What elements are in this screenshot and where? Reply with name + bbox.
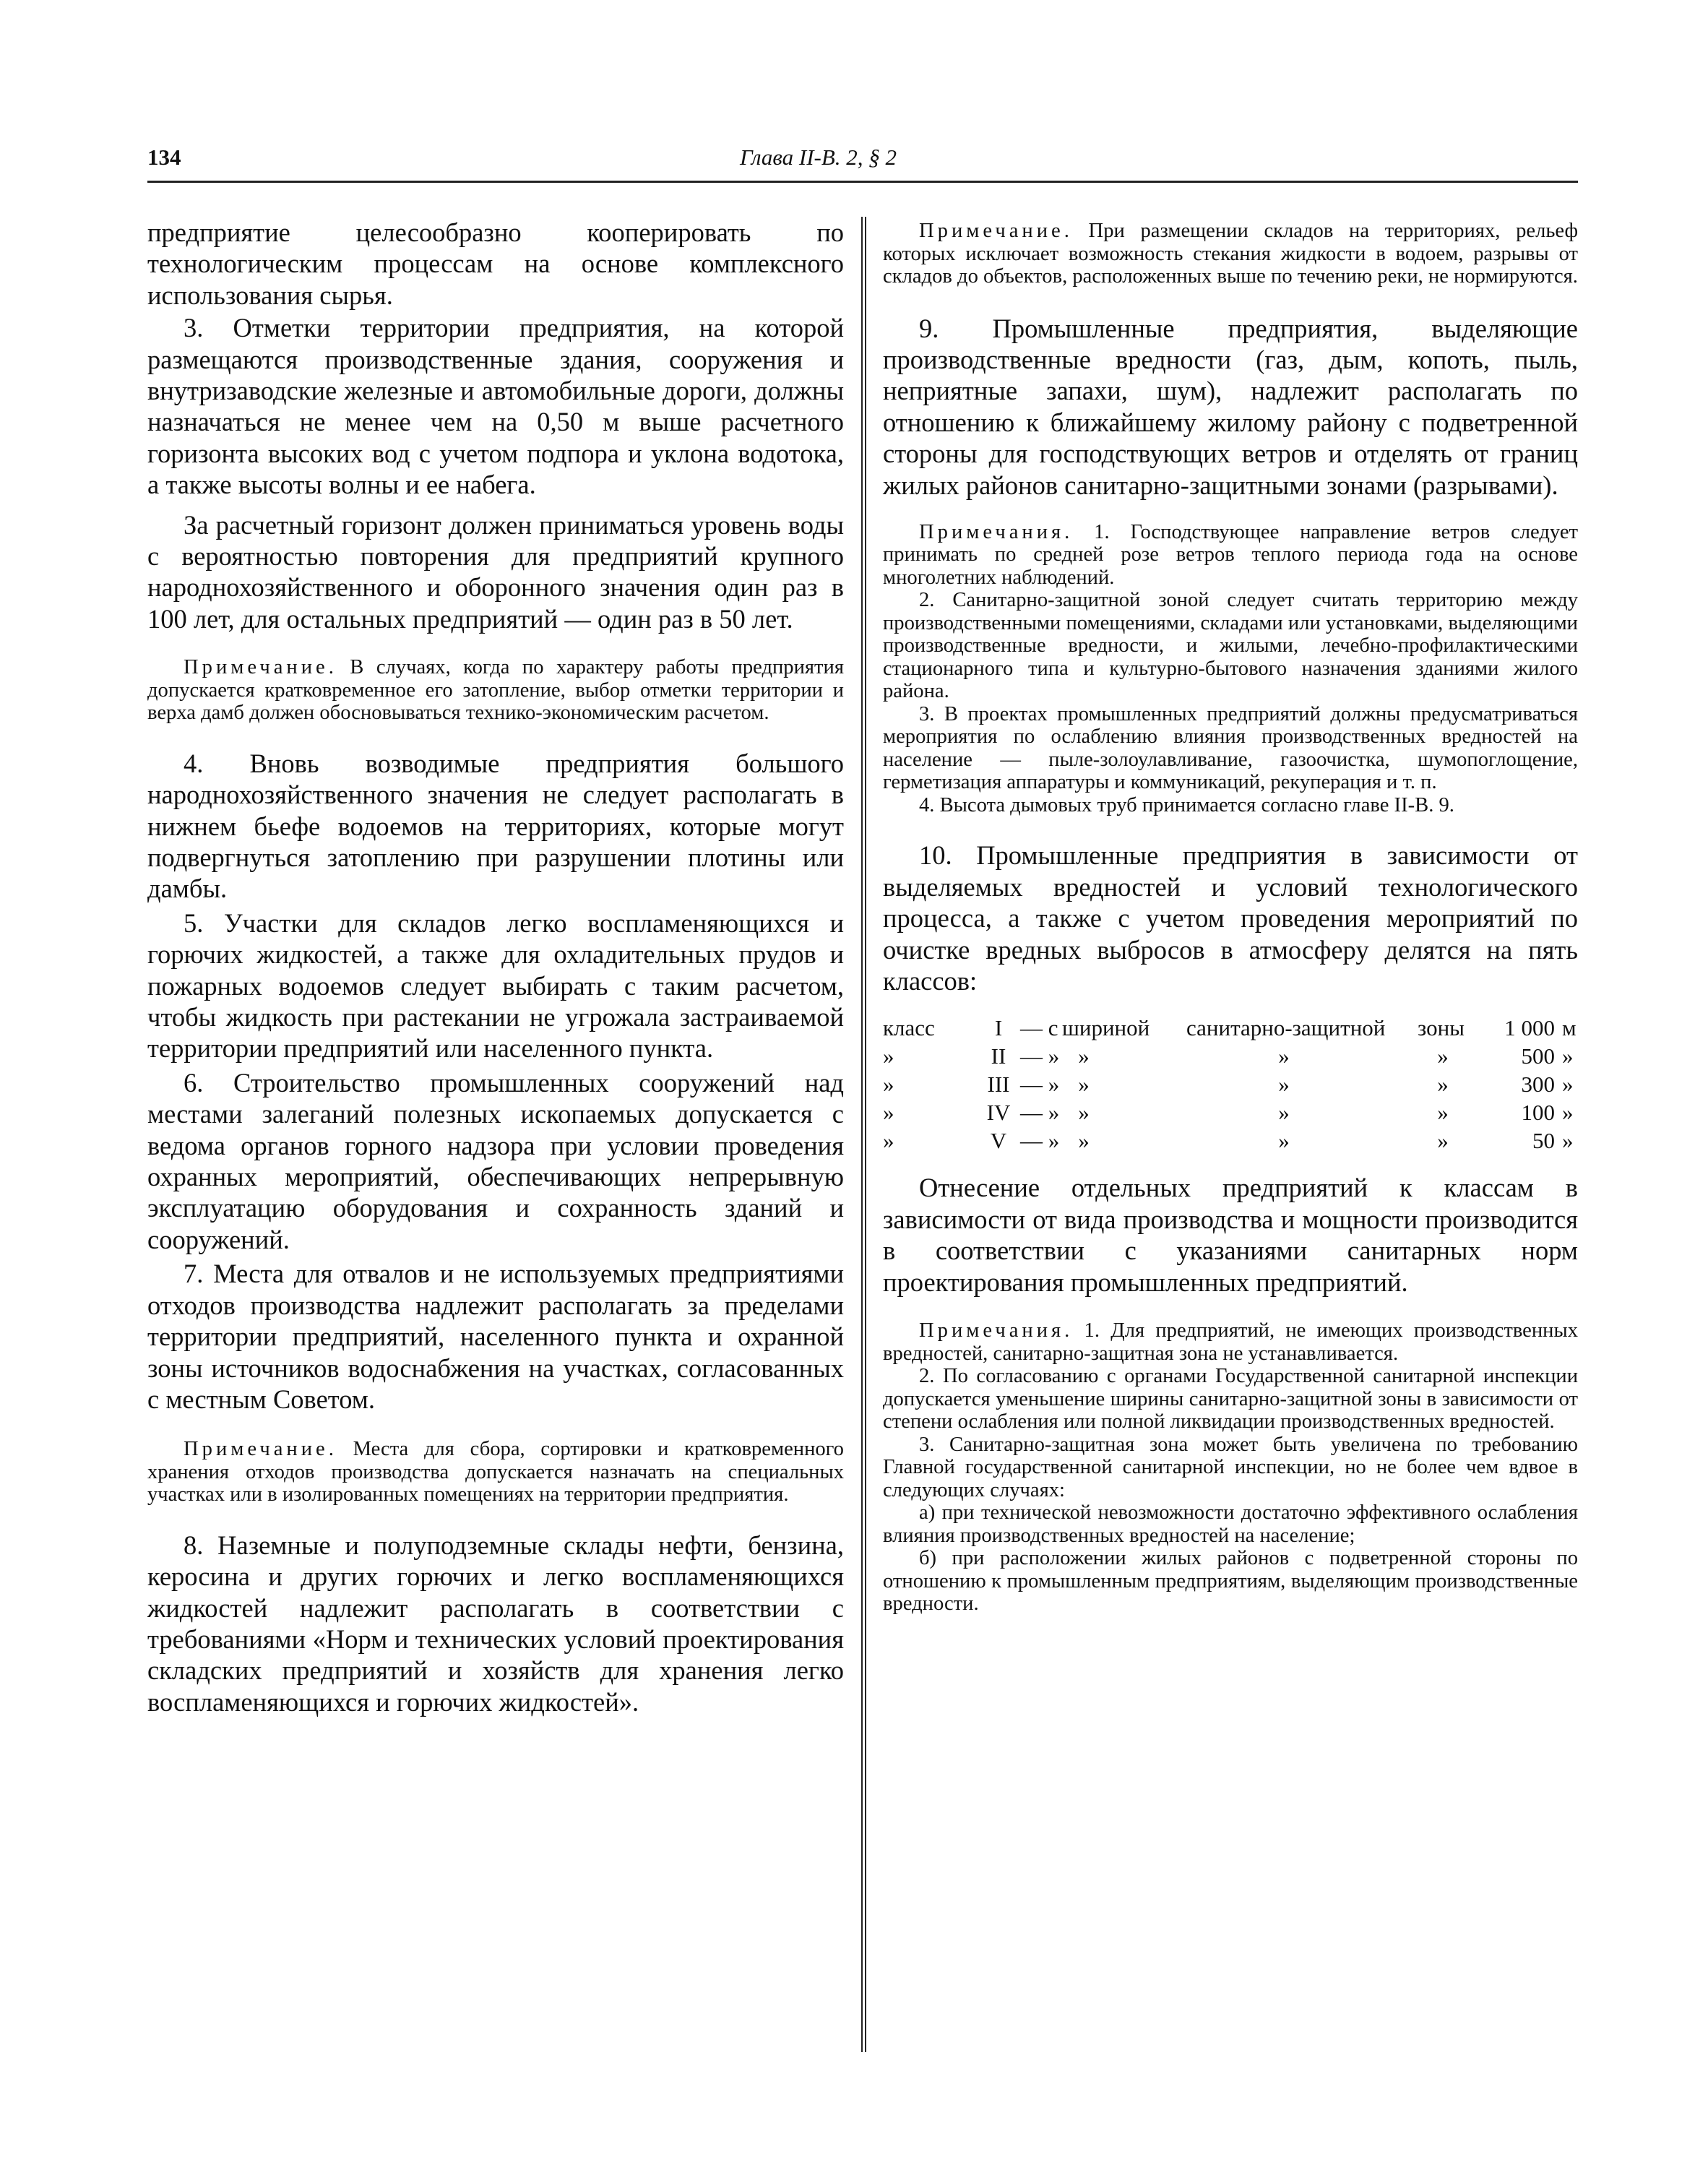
note-5-item-2: 2. По согласованию с органами Государственной санитарной инспекции допускается уменьшение ширины санитарно-защитной зоны в зависимости от степени ослабления или полной ликвидации производственных вредностей.	[883, 1365, 1578, 1434]
column-divider	[861, 217, 866, 2052]
note-1-text: В случаях, когда по характеру работы предприятия допускается кратковременное его затопление, выбор отметки территории и верха дамб должен обосновываться технико-экономическим расчетом.	[147, 656, 844, 725]
header-rule	[147, 181, 1578, 183]
note-4-lead: Примечания.	[919, 520, 1074, 543]
class-cell-b: II	[991, 1043, 1006, 1069]
class-cell-e: »	[1278, 1128, 1290, 1154]
note-1	[147, 656, 844, 725]
class-cell-a: »	[883, 1100, 894, 1126]
class-cell-g: 1 000	[1504, 1015, 1555, 1041]
class-cell-d: »	[1078, 1100, 1090, 1126]
classes-table	[883, 1014, 1578, 1162]
note-5-item-b: б) при расположении жилых районов с подветренной стороны по отношению к промышленным предприятиям, выделяющим производственные вредности.	[883, 1547, 1578, 1616]
class-cell-c: — »	[1020, 1043, 1060, 1069]
note-2-lead: Примечание.	[184, 1438, 337, 1461]
class-cell-f: »	[1437, 1100, 1449, 1126]
class-cell-g: 300	[1521, 1072, 1555, 1098]
class-cell-e: »	[1278, 1072, 1290, 1098]
paragraph-5: 5. Участки для складов легко воспламеняющихся и горючих жидкостей, а также для охладительных прудов и пожарных водоемов следует выбирать с таким расчетом, чтобы жидкость при растекании не угрожала застраиваемой территории предприятий или населенного пункта.	[147, 908, 844, 1064]
class-cell-e: »	[1278, 1043, 1290, 1069]
paragraph-9: 9. Промышленные предприятия, выделяющие производственные вредности (газ, дым, копоть, пыль, неприятные запахи, шум), надлежит располагать по отношению к ближайшему жилому району с подветренной стороны для господствующих ветров и отделять от границ жилых районов санитарно-защитными зонами (разрывами).	[883, 313, 1578, 500]
note-5	[883, 1319, 1578, 1365]
class-cell-a: »	[883, 1128, 894, 1154]
class-cell-g: 50	[1532, 1128, 1555, 1154]
right-column	[883, 217, 1578, 1616]
class-cell-f: »	[1437, 1128, 1449, 1154]
note-4-item-4: 4. Высота дымовых труб принимается согласно главе II-B. 9.	[919, 793, 1454, 816]
class-cell-f: зоны	[1418, 1015, 1465, 1041]
class-cell-c: — с	[1020, 1015, 1058, 1041]
class-cell-b: I	[994, 1015, 1003, 1041]
paragraph-4: 4. Вновь возводимые предприятия большого народнохозяйственного значения не следует располагать в нижнем бьефе водоемов на территориях, которые могут подвергнуться затоплению при разрушении плотины или дамбы.	[147, 748, 844, 904]
class-cell-b: III	[987, 1072, 1010, 1098]
note-2	[147, 1438, 844, 1506]
class-cell-c: — »	[1020, 1128, 1060, 1154]
class-cell-c: — »	[1020, 1100, 1060, 1126]
class-cell-d: »	[1078, 1043, 1090, 1069]
note-1-lead: Примечание.	[184, 656, 337, 679]
note-3	[883, 220, 1578, 288]
note-5-item-a: а) при технической невозможности достаточно эффективного ослабления влияния производственных вредностей на население;	[883, 1501, 1578, 1547]
class-cell-f: »	[1437, 1072, 1449, 1098]
left-column	[147, 217, 844, 1717]
class-cell-f: »	[1437, 1043, 1449, 1069]
class-cell-a: »	[883, 1072, 894, 1098]
paragraph-10: 10. Промышленные предприятия в зависимости от выделяемых вредностей и условий технологического процесса, а также с учетом проведения мероприятий по очистке вредных выбросов в атмосферу делятся на пять классов:	[883, 840, 1578, 996]
note-4-item-2: 2. Санитарно-защитной зоной следует считать территорию между производственными помещениями, складами или установками, выделяющими производственные вредности, и жилыми, лечебно-профилактическими стационарного типа и культурно-бытового назначения зданиями жилого района.	[883, 589, 1578, 703]
note-3-lead: Примечание.	[919, 220, 1073, 242]
note-4-item-1: 1. Господствующее направление ветров следует принимать по средней розе ветров теплого периода года на основе многолетних наблюдений.	[883, 520, 1579, 589]
paragraph-8: 8. Наземные и полуподземные склады нефти, бензина, керосина и других горючих и легко воспламеняющихся жидкостей надлежит располагать в соответствии с требованиями «Норм и технических условий проектирования складских предприятий и хозяйств для хранения легко воспламеняющихся и горючих жидкостей».	[147, 1530, 844, 1717]
class-cell-h: м	[1562, 1015, 1577, 1041]
paragraph-6: 6. Строительство промышленных сооружений над местами залеганий полезных ископаемых допускается с ведома органов горного надзора при условии проведения охранных мероприятий, обеспечивающих непрерывную эксплуатацию оборудования и сохранность зданий и сооружений.	[147, 1067, 844, 1254]
class-cell-b: V	[990, 1128, 1007, 1154]
note-4	[883, 521, 1578, 590]
paragraph-classes-assignment: Отнесение отдельных предприятий к классам в зависимости от вида производства и мощности производится в соответствии с указаниями санитарных норм проектирования промышленных предприятий.	[883, 1173, 1578, 1297]
note-5-lead: Примечания.	[919, 1319, 1074, 1342]
class-cell-d: »	[1078, 1128, 1090, 1154]
note-5-item-3: 3. Санитарно-защитная зона может быть увеличена по требованию Главной государственной санитарной инспекции, но не более чем вдвое в следующих случаях:	[883, 1433, 1578, 1501]
class-cell-a: »	[883, 1043, 894, 1069]
class-cell-h: »	[1562, 1072, 1574, 1098]
class-cell-d: »	[1078, 1072, 1090, 1098]
chapter-reference: Глава II-B. 2, § 2	[740, 145, 897, 170]
class-cell-h: »	[1562, 1043, 1574, 1069]
class-cell-h: »	[1562, 1128, 1574, 1154]
class-cell-g: 100	[1521, 1100, 1555, 1126]
class-cell-e: санитарно-защитной	[1186, 1015, 1386, 1041]
note-5-item-1: 1. Для предприятий, не имеющих производственных вредностей, санитарно-защитная зона не устанавливается.	[883, 1319, 1578, 1365]
paragraph-3: 3. Отметки территории предприятия, на которой размещаются производственные здания, сооружения и внутризаводские железные и автомобильные дороги, должны назначаться не менее чем на 0,50 м выше расчетного горизонта высоких вод с учетом подпора и уклона водотока, а также высоты волны и ее набега.	[147, 313, 844, 500]
note-3-text: При размещении складов на территориях, рельеф которых исключает возможность стекания жидкости в водоем, разрывы от складов до объектов, расположенных выше по течению реки, не нормируются.	[883, 220, 1578, 288]
paragraph-7: 7. Места для отвалов и не используемых предприятиями отходов производства надлежит располагать за пределами территории предприятий, населенного пункта и охранной зоны источников водоснабжения на участках, согласованных с местным Советом.	[147, 1259, 844, 1414]
class-cell-h: »	[1562, 1100, 1574, 1126]
class-cell-g: 500	[1521, 1043, 1555, 1069]
note-4-item-3: 3. В проектах промышленных предприятий должны предусматриваться мероприятия по ослаблению влияния производственных вредностей на население — пыле-золоулавливание, газоочистка, шумопоглощение, герметизация аппаратуры и коммуникаций, рекуперация и т. п.	[883, 702, 1578, 794]
note-2-text: Места для сбора, сортировки и кратковременного хранения отходов производства допускается назначать на специальных участках или в изолированных помещениях на территории предприятия.	[147, 1438, 844, 1506]
page-number: 134	[147, 145, 181, 170]
class-cell-b: IV	[986, 1100, 1011, 1126]
page-header	[147, 145, 1578, 182]
class-cell-c: — »	[1020, 1072, 1060, 1098]
class-cell-a: класс	[883, 1015, 935, 1041]
class-cell-e: »	[1278, 1100, 1290, 1126]
class-cell-d: шириной	[1062, 1015, 1150, 1041]
paragraph-3-horizon: За расчетный горизонт должен приниматься уровень воды с вероятностью повторения для предприятий крупного народнохозяйственного и оборонного значения один раз в 100 лет, для остальных предприятий — один раз в 50 лет.	[147, 509, 844, 634]
paragraph-continuation: предприятие целесообразно кооперировать по технологическим процессам на основе комплексного использования сырья.	[147, 217, 844, 310]
